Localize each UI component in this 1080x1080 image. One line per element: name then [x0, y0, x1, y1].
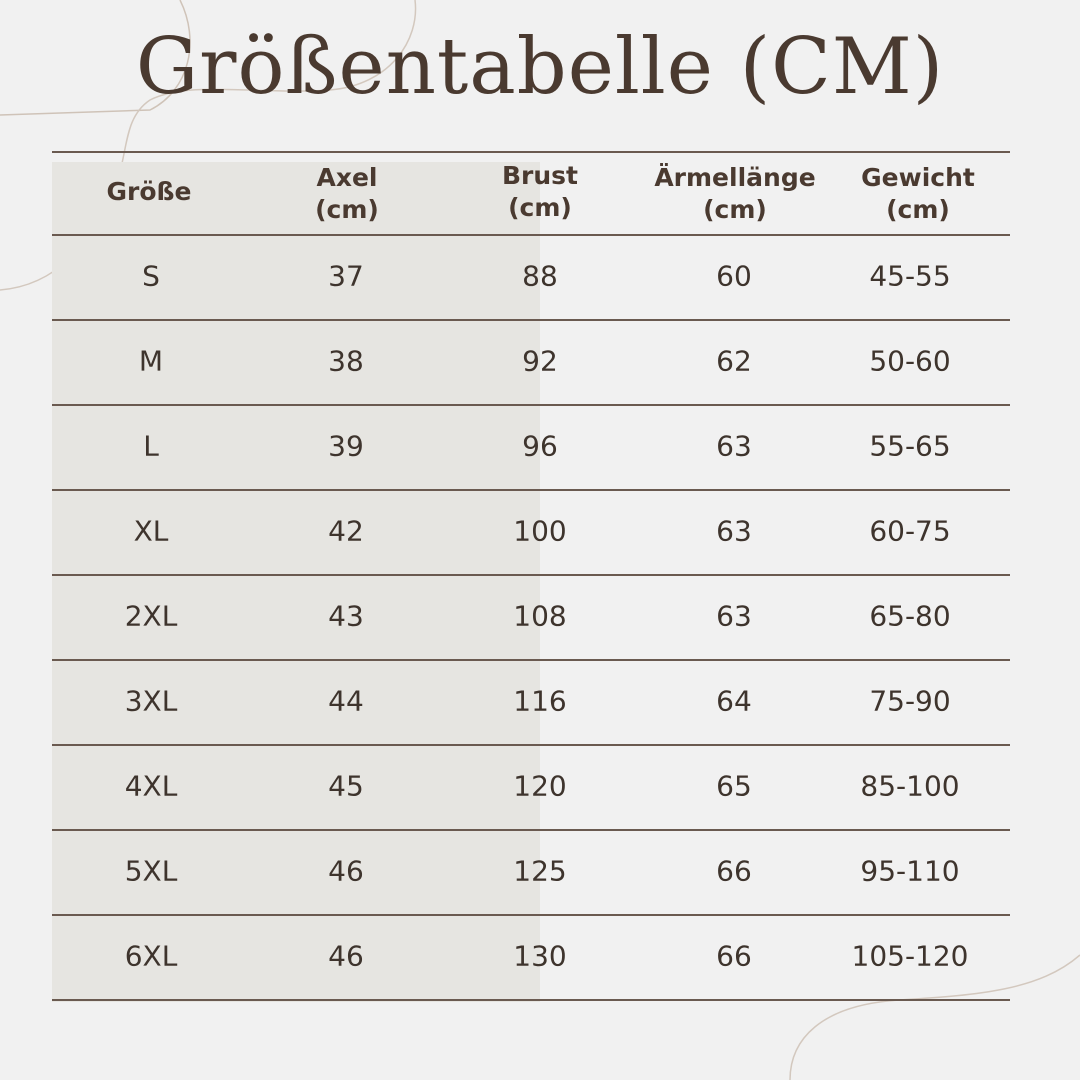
cell-size: 2XL	[124, 599, 178, 632]
row-rule	[52, 999, 1010, 1001]
cell-brust: 116	[513, 684, 567, 717]
cell-sleeve: 66	[716, 939, 752, 972]
cell-size: 4XL	[124, 769, 178, 802]
cell-brust: 88	[522, 259, 558, 292]
cell-sleeve: 65	[716, 769, 752, 802]
cell-brust: 108	[513, 599, 567, 632]
table-row	[52, 490, 1010, 575]
cell-size: M	[138, 344, 164, 377]
table-row	[52, 235, 1010, 320]
cell-sleeve: 62	[716, 344, 752, 377]
cell-size: L	[143, 429, 159, 462]
cell-weight: 105-120	[851, 939, 969, 972]
cell-axel: 37	[328, 259, 364, 292]
cell-sleeve: 64	[716, 684, 752, 717]
cell-size: XL	[133, 514, 169, 547]
table-row	[52, 320, 1010, 405]
page-title: Größentabelle (CM)	[135, 22, 945, 112]
table-row	[52, 660, 1010, 745]
cell-size: S	[142, 259, 160, 292]
cell-brust: 125	[513, 854, 567, 887]
cell-axel: 46	[328, 854, 364, 887]
cell-weight: 60-75	[869, 514, 951, 547]
cell-axel: 43	[328, 599, 364, 632]
cell-weight: 55-65	[869, 429, 951, 462]
cell-brust: 120	[513, 769, 567, 802]
table-row	[52, 575, 1010, 660]
table-row	[52, 830, 1010, 915]
header-size: Größe	[106, 177, 192, 206]
cell-weight: 95-110	[860, 854, 960, 887]
cell-sleeve: 60	[716, 259, 752, 292]
cell-brust: 100	[513, 514, 567, 547]
header-weight: Gewicht (cm)	[861, 163, 975, 224]
cell-weight: 85-100	[860, 769, 960, 802]
size-table	[52, 150, 1010, 1002]
cell-weight: 75-90	[869, 684, 951, 717]
cell-axel: 42	[328, 514, 364, 547]
cell-axel: 44	[328, 684, 364, 717]
cell-axel: 45	[328, 769, 364, 802]
cell-size: 3XL	[124, 684, 178, 717]
table-top-rule	[52, 151, 1010, 153]
cell-brust: 96	[522, 429, 558, 462]
table-row	[52, 745, 1010, 830]
cell-brust: 92	[522, 344, 558, 377]
cell-weight: 65-80	[869, 599, 951, 632]
header-sleeve: Ärmellänge (cm)	[654, 163, 816, 224]
table-row	[52, 915, 1010, 1000]
cell-axel: 46	[328, 939, 364, 972]
table-row	[52, 405, 1010, 490]
header-axel: Axel (cm)	[315, 163, 379, 224]
cell-sleeve: 63	[716, 599, 752, 632]
cell-sleeve: 63	[716, 429, 752, 462]
cell-sleeve: 63	[716, 514, 752, 547]
cell-sleeve: 66	[716, 854, 752, 887]
header-brust: Brust (cm)	[501, 161, 579, 222]
cell-weight: 50-60	[869, 344, 951, 377]
cell-weight: 45-55	[869, 259, 951, 292]
cell-axel: 39	[328, 429, 364, 462]
cell-size: 6XL	[124, 939, 178, 972]
cell-axel: 38	[328, 344, 364, 377]
cell-size: 5XL	[124, 854, 178, 887]
cell-brust: 130	[513, 939, 567, 972]
table-header	[52, 150, 1010, 235]
